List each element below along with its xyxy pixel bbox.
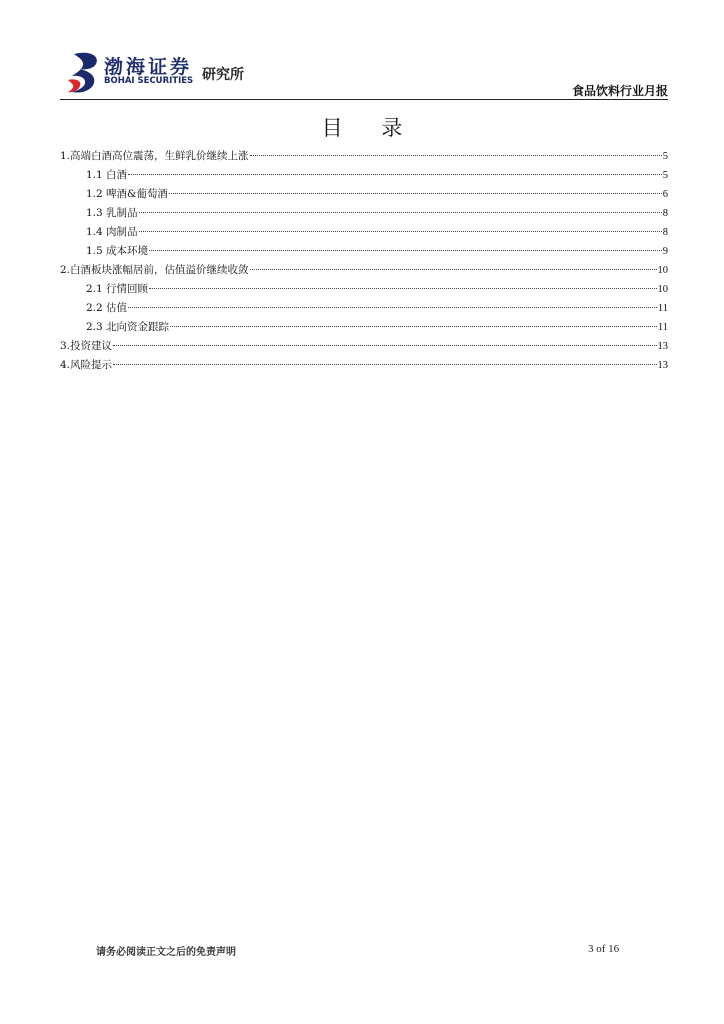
page-number: 3 of 16: [588, 943, 620, 955]
toc-entry[interactable]: [60, 337, 668, 356]
toc-entry[interactable]: [60, 356, 668, 375]
toc-entry-label: 1.4 肉制品: [86, 226, 138, 238]
toc-entry[interactable]: [60, 280, 668, 299]
toc-entry-label: 1.2 啤酒&葡萄酒: [86, 188, 168, 200]
toc-entry-label: 1.3 乳制品: [86, 207, 138, 219]
toc-entry-page: 6: [662, 189, 668, 200]
toc-entry[interactable]: [60, 261, 668, 280]
toc-dot-leader: [113, 363, 656, 365]
toc-entry-label: 2.白酒板块涨幅居前，估值溢价继续收敛: [60, 264, 249, 276]
toc-entry-label: 2.1 行情回顾: [86, 283, 149, 295]
toc-entry-label: 1.5 成本环境: [86, 245, 149, 257]
toc-entry-page: 13: [657, 360, 668, 371]
toc-entry[interactable]: [60, 318, 668, 337]
toc-dot-leader: [128, 173, 662, 175]
page-header: [60, 44, 668, 100]
toc-entry[interactable]: [60, 166, 668, 185]
toc-dot-leader: [170, 325, 657, 327]
brand-name-cn: 渤海证券: [104, 56, 193, 78]
toc-entry-page: 8: [662, 208, 668, 219]
toc-entry-page: 10: [657, 284, 668, 295]
header-divider: [60, 99, 668, 100]
toc-title: 目 录: [321, 116, 419, 140]
table-of-contents: [60, 147, 668, 375]
toc-entry-label: 2.3 北向资金跟踪: [86, 321, 170, 333]
toc-entry[interactable]: [60, 299, 668, 318]
toc-entry-label: 2.2 估值: [86, 302, 128, 314]
toc-entry-page: 13: [657, 341, 668, 352]
toc-dot-leader: [139, 211, 662, 213]
toc-entry[interactable]: [60, 223, 668, 242]
toc-dot-leader: [149, 287, 656, 289]
toc-entry[interactable]: [60, 204, 668, 223]
toc-dot-leader: [128, 306, 657, 308]
toc-entry-label: 1.1 白酒: [86, 169, 128, 181]
toc-dot-leader: [139, 230, 662, 232]
toc-entry-page: 11: [657, 322, 668, 333]
toc-entry-label: 1.高端白酒高位震荡，生鲜乳价继续上涨: [60, 150, 249, 162]
toc-dot-leader: [113, 344, 656, 346]
toc-entry-page: 9: [662, 246, 668, 257]
brand-name-en: BOHAI SECURITIES: [104, 76, 194, 86]
toc-dot-leader: [149, 249, 662, 251]
bohai-logo-icon: [66, 50, 106, 96]
toc-entry-page: 10: [657, 265, 668, 276]
toc-entry-page: 11: [657, 303, 668, 314]
institute-label: 研究所: [202, 67, 244, 83]
toc-entry-label: 3.投资建议: [60, 340, 113, 352]
disclaimer-note: 请务必阅读正文之后的免责声明: [96, 947, 236, 958]
toc-dot-leader: [250, 154, 662, 156]
toc-entry-page: 5: [662, 151, 668, 162]
toc-entry-label: 4.风险提示: [60, 359, 113, 371]
toc-entry-page: 5: [662, 170, 668, 181]
toc-entry[interactable]: [60, 242, 668, 261]
toc-entry[interactable]: [60, 147, 668, 166]
toc-dot-leader: [169, 192, 662, 194]
toc-entry[interactable]: [60, 185, 668, 204]
report-type-label: 食品饮料行业月报: [571, 84, 668, 98]
toc-dot-leader: [250, 268, 657, 270]
toc-entry-page: 8: [662, 227, 668, 238]
